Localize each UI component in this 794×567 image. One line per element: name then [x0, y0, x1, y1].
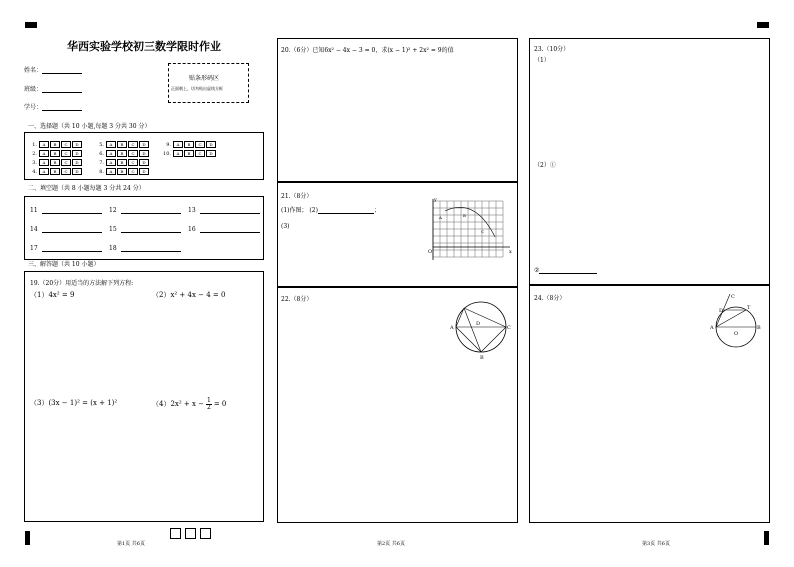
x-axis-label: x — [509, 249, 512, 255]
registration-mark — [25, 531, 30, 545]
question-22-box[interactable] — [277, 287, 518, 523]
q23-part3-label: ② — [534, 267, 540, 274]
blank-number: 12 — [109, 207, 117, 214]
page-footer-2: 第2页 共6页 — [377, 541, 405, 547]
blank-18[interactable] — [109, 245, 181, 252]
section3-header: 三、解答题（共 10 小题） — [28, 261, 100, 268]
blank-number: 17 — [30, 245, 38, 252]
choice-question-row — [28, 150, 83, 157]
blank-15[interactable] — [109, 226, 181, 233]
label-c: C — [731, 294, 735, 300]
name-field[interactable] — [24, 68, 82, 74]
label-a: A — [710, 325, 714, 331]
class-field[interactable] — [24, 87, 82, 93]
choice-bubble-a[interactable]: A — [173, 141, 183, 148]
q19-part2: （2）x² + 4x − 4 = 0 — [152, 291, 226, 299]
blank-number: 18 — [109, 245, 117, 252]
blank-number: 15 — [109, 226, 117, 233]
q19-part4-prefix: （4）2x² + x − — [152, 400, 205, 408]
page-box — [170, 528, 181, 539]
y-axis-label: y — [434, 197, 437, 203]
barcode-area — [168, 63, 249, 103]
fraction — [206, 398, 212, 411]
label-t: T — [747, 305, 751, 311]
question-24-box[interactable] — [529, 285, 770, 523]
point-a-label: A — [439, 215, 442, 220]
section1-header: 一、选择题（共 10 小题,每题 3 分共 30 分） — [28, 123, 151, 130]
q19-part4-suffix: = 0 — [213, 400, 227, 408]
choice-bubble-d[interactable]: D — [139, 150, 149, 157]
choice-bubble-c[interactable]: C — [61, 141, 71, 148]
q20-text: 20.（6分）已知6x² − 4x − 3 = 0，求(x − 1)² + 2x² = 9的值 — [281, 47, 454, 54]
coordinate-grid — [425, 195, 515, 265]
choice-bubble-c[interactable]: C — [61, 168, 71, 175]
question-number: 10. — [163, 150, 171, 157]
choice-bubble-d[interactable]: D — [139, 168, 149, 175]
choice-bubble-b[interactable]: B — [184, 141, 194, 148]
choice-bubble-c[interactable]: C — [61, 150, 71, 157]
choice-bubble-d[interactable]: D — [72, 150, 82, 157]
choice-bubble-d[interactable]: D — [72, 141, 82, 148]
choice-bubble-b[interactable]: B — [117, 168, 127, 175]
blank-11[interactable] — [30, 207, 102, 214]
choice-bubble-b[interactable]: B — [117, 141, 127, 148]
registration-mark — [764, 531, 769, 545]
choice-question-row — [95, 150, 150, 157]
q21-part1: (1)作图； — [281, 207, 308, 214]
question-19-box[interactable] — [24, 271, 264, 522]
choice-bubble-c[interactable]: C — [128, 168, 138, 175]
circle-figure — [450, 294, 512, 360]
choice-bubble-c[interactable]: C — [195, 150, 205, 157]
choice-question-row — [28, 141, 83, 148]
q23-title: 23.（10分） — [534, 46, 570, 53]
student-number-label: 学号： — [24, 104, 43, 111]
choice-question-row — [28, 168, 83, 175]
student-number-field[interactable] — [24, 105, 82, 111]
q23-part3 — [534, 268, 597, 274]
q23-part2: （2）① — [534, 162, 556, 169]
page-box — [185, 528, 196, 539]
q21-semicolon: ； — [373, 207, 380, 214]
q21-title: 21.（8分） — [281, 193, 313, 200]
choice-question-row — [28, 159, 83, 166]
choice-bubble-b[interactable]: B — [50, 141, 60, 148]
blank-12[interactable] — [109, 207, 181, 214]
choice-bubble-a[interactable]: A — [39, 141, 49, 148]
q22-title: 22.（8分） — [281, 296, 313, 303]
question-number: 1. — [32, 141, 37, 148]
fill-in-box — [24, 196, 264, 260]
class-label: 班级： — [24, 86, 43, 93]
page-title: 华西实验学校初三数学限时作业 — [67, 40, 221, 53]
registration-mark — [25, 22, 37, 28]
q21-part3: (3) — [281, 223, 290, 230]
choice-bubble-c[interactable]: C — [128, 159, 138, 166]
blank-14[interactable] — [30, 226, 102, 233]
choice-bubble-c[interactable]: C — [61, 159, 71, 166]
blank-16[interactable] — [188, 226, 260, 233]
choice-bubble-c[interactable]: C — [128, 141, 138, 148]
label-b: B — [480, 355, 484, 360]
choice-bubble-b[interactable]: B — [50, 168, 60, 175]
choice-question-row — [162, 150, 217, 157]
blank-17[interactable] — [30, 245, 102, 252]
blank-number: 11 — [30, 207, 38, 214]
label-d: D — [476, 321, 481, 327]
choice-bubble-a[interactable]: A — [106, 150, 116, 157]
label-c: C — [507, 325, 511, 331]
page-footer-3: 第3页 共6页 — [642, 541, 670, 547]
choice-bubble-b[interactable]: B — [117, 159, 127, 166]
q23-part1: （1） — [534, 57, 550, 64]
question-number: 5. — [99, 141, 104, 148]
section2-header: 二、填空题（共 8 小题每题 3 分共 24 分） — [28, 185, 145, 192]
barcode-title: 贴条形码区 — [189, 75, 220, 82]
q23-answer-line[interactable] — [539, 273, 597, 274]
choice-bubble-d[interactable]: D — [72, 168, 82, 175]
choice-bubble-d[interactable]: D — [206, 150, 216, 157]
choice-bubble-d[interactable]: D — [206, 141, 216, 148]
question-number: 3. — [32, 159, 37, 166]
label-d: D — [719, 308, 724, 314]
blank-13[interactable] — [188, 207, 260, 214]
label-b: B — [757, 325, 761, 331]
q19-part3: （3）(3x − 1)² = (x + 1)² — [30, 399, 118, 407]
choice-bubble-d[interactable]: D — [139, 159, 149, 166]
blank-number: 13 — [188, 207, 196, 214]
q19-part4 — [152, 398, 226, 411]
blank-number: 14 — [30, 226, 38, 233]
q21-answer-line[interactable] — [318, 213, 374, 214]
question-number: 8. — [99, 168, 104, 175]
fraction-denominator: 2 — [207, 404, 211, 411]
question-number: 7. — [99, 159, 104, 166]
point-b-label: B — [463, 213, 466, 218]
question-number: 6. — [99, 150, 104, 157]
question-23-box[interactable] — [529, 38, 770, 285]
choice-bubble-b[interactable]: B — [50, 159, 60, 166]
choice-bubble-a[interactable]: A — [173, 150, 183, 157]
multiple-choice-box — [24, 132, 264, 180]
question-number: 4. — [32, 168, 37, 175]
q21-line1 — [281, 208, 380, 214]
choice-question-row — [95, 168, 150, 175]
choice-question-row — [95, 159, 150, 166]
fraction-numerator: 1 — [207, 397, 211, 404]
question-number: 9. — [166, 141, 171, 148]
choice-question-row — [95, 141, 150, 148]
label-o: O — [734, 331, 739, 337]
blank-number: 16 — [188, 226, 196, 233]
q19-title: 19.（20分）用适当的方法解下列方程: — [30, 280, 134, 287]
page-footer-1: 第1页 共6页 — [117, 541, 145, 547]
registration-mark — [757, 22, 769, 28]
choice-bubble-b[interactable]: B — [117, 150, 127, 157]
choice-bubble-b[interactable]: B — [184, 150, 194, 157]
q24-title: 24.（8分） — [534, 295, 566, 302]
label-a: A — [450, 325, 454, 331]
choice-bubble-a[interactable]: A — [39, 150, 49, 157]
choice-bubble-b[interactable]: B — [50, 150, 60, 157]
question-21-box[interactable] — [277, 182, 518, 287]
page-boxes — [170, 528, 211, 539]
choice-bubble-a[interactable]: A — [106, 141, 116, 148]
chord — [456, 308, 464, 327]
barcode-note: 正面朝上，切勿贴出虚线方框 — [171, 86, 223, 91]
question-number: 2. — [32, 150, 37, 157]
choice-bubble-d[interactable]: D — [139, 141, 149, 148]
name-label: 姓名： — [24, 67, 43, 74]
choice-bubble-a[interactable]: A — [39, 168, 49, 175]
choice-bubble-a[interactable]: A — [106, 168, 116, 175]
choice-bubble-a[interactable]: A — [106, 159, 116, 166]
q19-part1: （1）4x² = 9 — [30, 291, 75, 299]
choice-bubble-c[interactable]: C — [195, 141, 205, 148]
point-c-label: C — [481, 229, 485, 234]
choice-bubble-a[interactable]: A — [39, 159, 49, 166]
choice-bubble-d[interactable]: D — [72, 159, 82, 166]
page-box — [200, 528, 211, 539]
choice-bubble-c[interactable]: C — [128, 150, 138, 157]
tangent-figure — [710, 292, 770, 350]
choice-question-row — [162, 141, 217, 148]
question-20-box[interactable] — [277, 38, 518, 182]
q21-part2: (2) — [309, 207, 318, 214]
origin-label: O — [428, 249, 433, 255]
